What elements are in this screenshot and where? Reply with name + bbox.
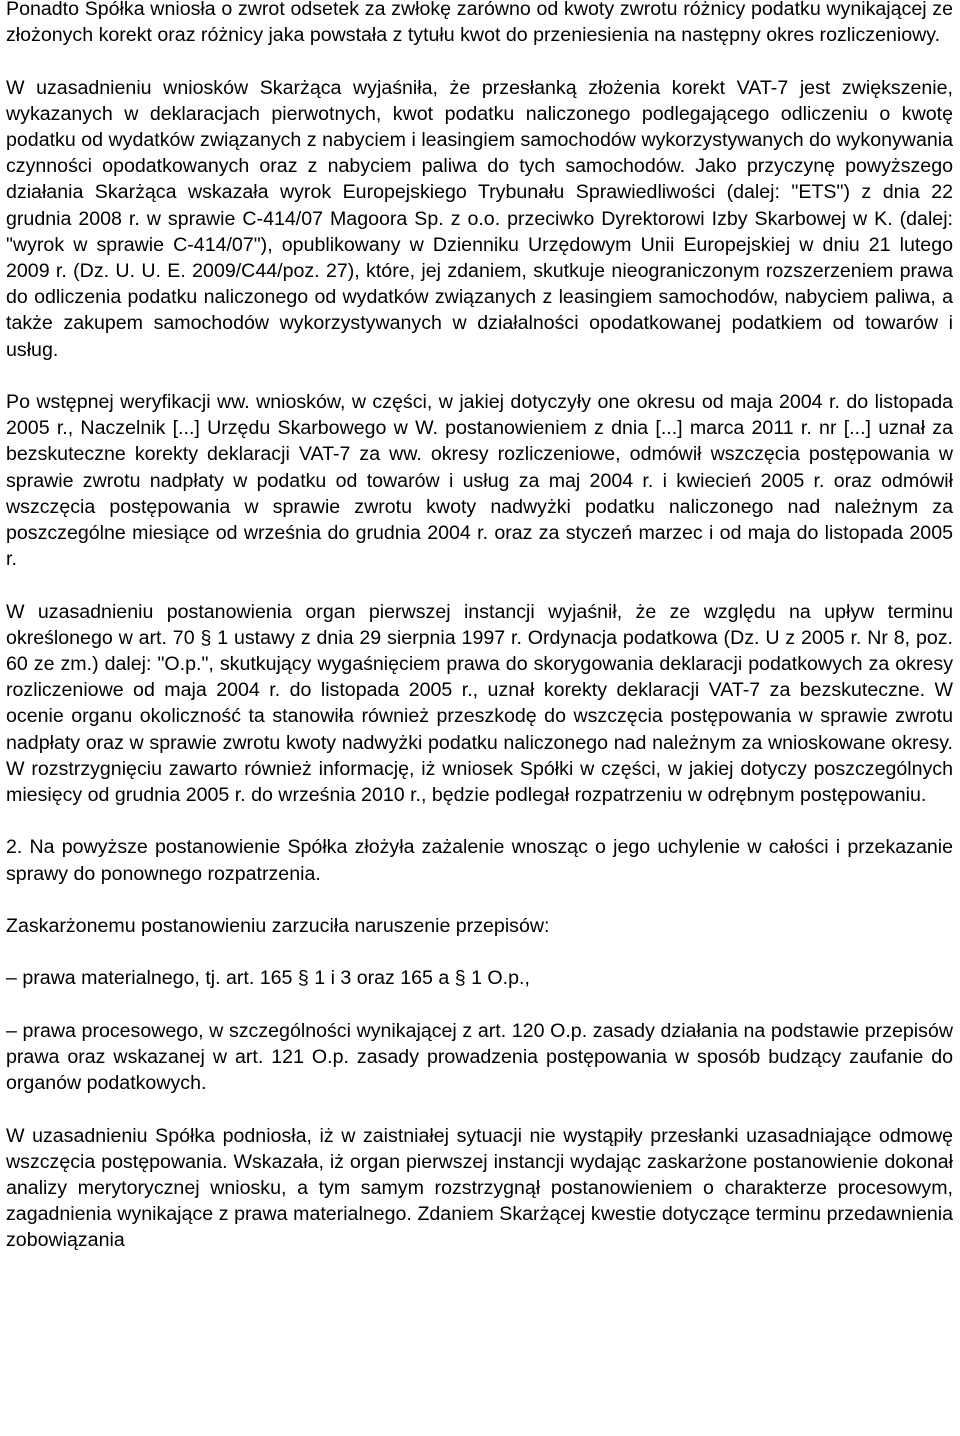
list-item-substantive-law: – prawa materialnego, tj. art. 165 § 1 i 3 oraz 165 a § 1 O.p., [6,967,530,990]
paragraph-interest-claim: Ponadto Spółka wniosła o zwrot odsetek za zwłokę zarówno od kwoty zwrotu różnicy podatku wynikającej ze złożonych korekt oraz różnicy jaka powstała z tytułu kwot do przeniesienia na następny okres rozliczeniowy. [6,0,953,47]
paragraph-complaint-reasoning: W uzasadnieniu Spółka podniosła, iż w zaistniałej sytuacji nie wystąpiły przesłanki uzasadniające odmowę wszczęcia postępowania. Wskazała, iż organ pierwszej instancji wydając zaskarżone postanowienie dokonał analizy merytorycznej wniosku, a tym samym rozstrzygnął postanowieniem o charakterze procesowym, zagadnienia wynikające z prawa materialnego. Zdaniem Skarżącej kwestie dotyczące terminu przedawnienia zobowiązania [6,1124,953,1252]
list-item-procedural-law: – prawa procesowego, w szczególności wynikającej z art. 120 O.p. zasady działania na podstawie przepisów prawa oraz wskazanej w art. 121 O.p. zasady prowadzenia postępowania w sposób budzący zaufanie do organów podatkowych. [6,1019,953,1095]
paragraph-decision-reasoning: W uzasadnieniu postanowienia organ pierwszej instancji wyjaśnił, że ze względu na upływ terminu określonego w art. 70 § 1 ustawy z dnia 29 sierpnia 1997 r. Ordynacja podatkowa (Dz. U z 2005 r. Nr 8, poz. 60 ze zm.) dalej: "O.p.", skutkujący wygaśnięciem prawa do skorygowania deklaracji podatkowych za okresy rozliczeniowe od maja 2004 r. do listopada 2005 r., uznał korekty deklaracji VAT-7 za bezskuteczne. W ocenie organu okoliczność ta stanowiła również przeszkodę do wszczęcia postępowania w sprawie zwrotu nadpłaty oraz w sprawie zwrotu kwoty nadwyżki podatku naliczonego nad należnym za wnioskowane okresy. W rozstrzygnięciu zawarto również informację, iż wniosek Spółki w części, w jakiej dotyczy poszczególnych miesięcy od grudnia 2005 r. do września 2010 r., będzie podlegał rozpatrzeniu w odrębnym postępowaniu. [6,600,953,807]
paragraph-grounds-of-applications: W uzasadnieniu wniosków Skarżąca wyjaśniła, że przesłanką złożenia korekt VAT-7 jest zwiększenie, wykazanych w deklaracjach pierwotnych, kwot podatku naliczonego podlegającego odliczeniu o kwotę podatku od wydatków związanych z nabyciem i leasingiem samochodów wykorzystywanych do wykonywania czynności opodatkowanych oraz z nabyciem paliwa do tych samochodów. Jako przyczynę powyższego działania Skarżąca wskazała wyrok Europejskiego Trybunału Sprawiedliwości (dalej: "ETS") z dnia 22 grudnia 2008 r. w sprawie C-414/07 Magoora Sp. z o.o. przeciwko Dyrektorowi Izby Skarbowej w K. (dalej: "wyrok w sprawie C-414/07"), opublikowany w Dzienniku Urzędowym Unii Europejskiej w dniu 21 lutego 2009 r. (Dz. U. U. E. 2009/C44/poz. 27), które, jej zdaniem, skutkuje nieograniczonym rozszerzeniem prawa do odliczenia podatku naliczonego od wydatków związanych z leasingiem samochodów, nabyciem paliwa, a także zakupem samochodów wykorzystywanych w działalności opodatkowanej podatkiem od towarów i usług. [6,76,953,361]
paragraph-allegations-intro: Zaskarżonemu postanowieniu zarzuciła naruszenie przepisów: [6,915,550,938]
paragraph-complaint: 2. Na powyższe postanowienie Spółka złożyła zażalenie wnosząc o jego uchylenie w całości i przekazanie sprawy do ponownego rozpatrzenia. [6,836,953,885]
paragraph-first-instance-decision: Po wstępnej weryfikacji ww. wniosków, w części, w jakiej dotyczyły one okresu od maja 2004 r. do listopada 2005 r., Naczelnik [...] Urzędu Skarbowego w W. postanowieniem z dnia [...] marca 2011 r. nr [...] uznał za bezskuteczne korekty deklaracji VAT-7 za ww. okresy rozliczeniowe, odmówił wszczęcia postępowania w sprawie zwrotu nadpłaty w podatku od towarów i usług za maj 2004 r. i kwiecień 2005 r. oraz odmówił wszczęcia postępowania w sprawie zwrotu kwoty nadwyżki podatku naliczonego nad należnym za poszczególne miesiące od września do grudnia 2004 r. oraz za styczeń marzec i od maja do listopada 2005 r. [6,391,953,571]
